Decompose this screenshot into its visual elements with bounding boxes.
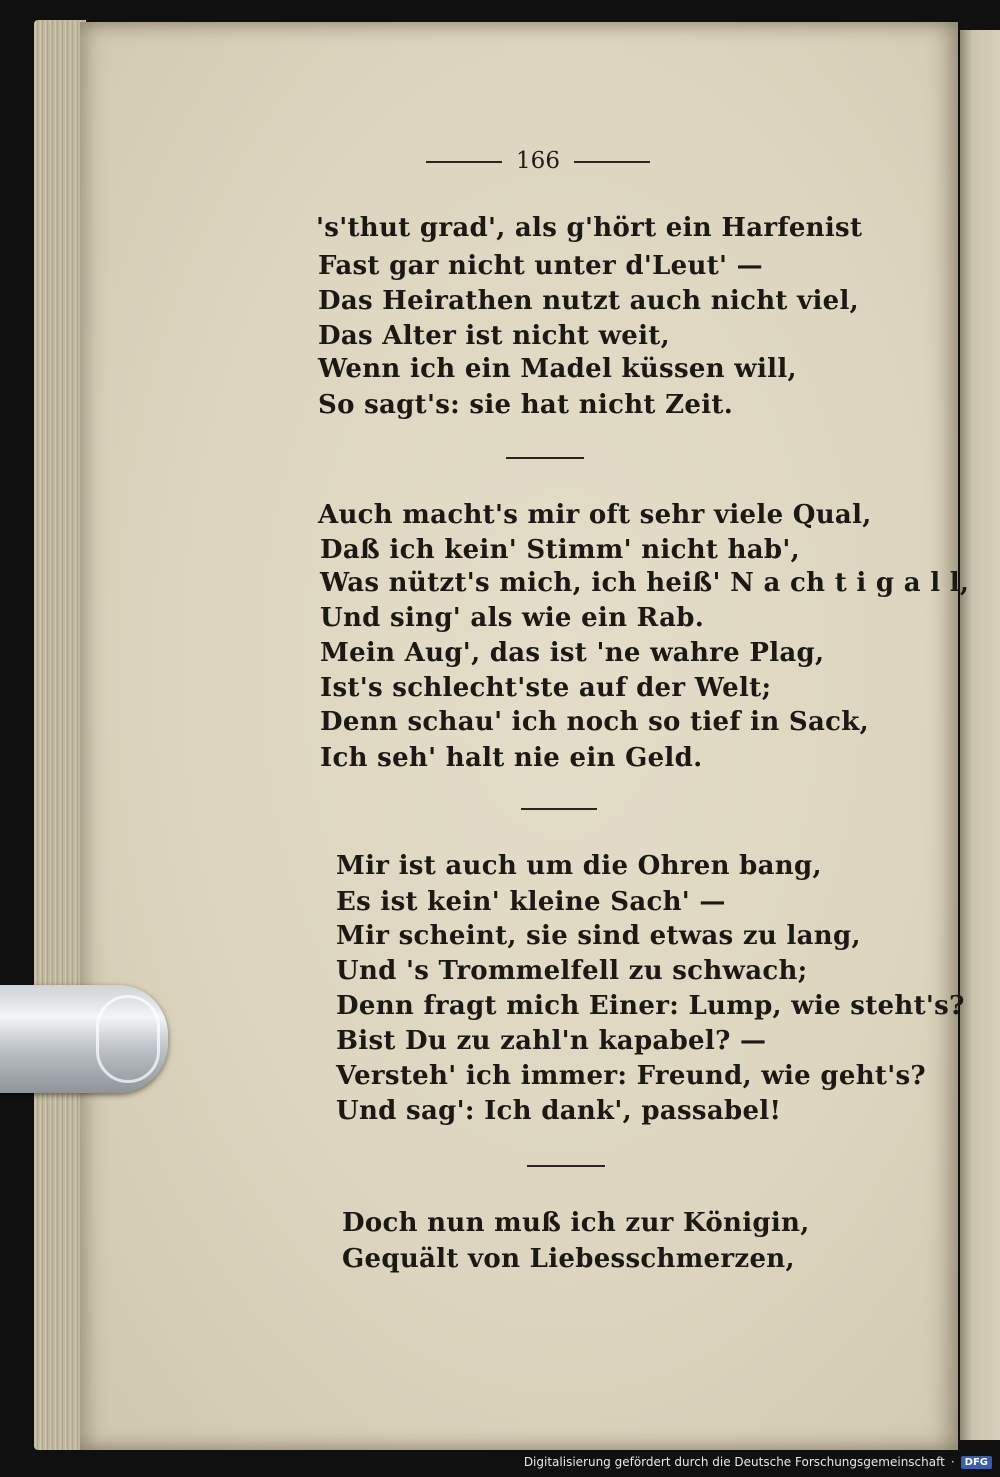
header-rule-right [574,161,650,163]
poem-line: Versteh' ich immer: Freund, wie geht's? [336,1061,926,1091]
page-header [0,146,1000,176]
page-holder-clip [0,985,168,1093]
poem-line: Mir scheint, sie sind etwas zu lang, [336,921,861,951]
poem-line: Es ist kein' kleine Sach' — [336,887,726,917]
poem-line: Ist's schlecht'ste auf der Welt; [320,673,772,703]
stanza-divider [521,808,597,810]
poem-line: Was nützt's mich, ich heiß' N a ch t i g a l l, [320,568,970,598]
clip-highlight [96,995,160,1083]
funding-credit: Digitalisierung gefördert durch die Deutsche Forschungsgemeinschaft [523,1455,945,1469]
poem-line: Ich seh' halt nie ein Geld. [320,743,703,773]
stanza-divider [527,1165,605,1167]
poem-line: 's'thut grad', als g'hört ein Harfenist [316,213,863,243]
poem-line: Wenn ich ein Madel küssen will, [318,354,797,384]
poem-line: Denn fragt mich Einer: Lump, wie steht's? [336,991,965,1021]
facing-page-edge [960,30,1000,1440]
credit-separator: · [950,1455,955,1469]
poem-line: Gequält von Liebesschmerzen, [342,1244,795,1274]
footer [524,1451,992,1473]
poem-line: Denn schau' ich noch so tief in Sack, [320,707,869,737]
poem-line: So sagt's: sie hat nicht Zeit. [318,390,734,420]
page-number: 166 [516,148,560,174]
poem-line: Das Heirathen nutzt auch nicht viel, [318,286,860,316]
poem-line: Doch nun muß ich zur Königin, [342,1208,810,1238]
poem-line: Daß ich kein' Stimm' nicht hab', [320,535,801,565]
dfg-logo-icon: DFG [961,1456,992,1469]
poem-line: Mein Aug', das ist 'ne wahre Plag, [320,638,825,668]
poem-line: Und sag': Ich dank', passabel! [336,1096,782,1126]
header-rule-left [426,161,502,163]
poem-line: Und sing' als wie ein Rab. [320,603,705,633]
poem-line: Auch macht's mir oft sehr viele Qual, [318,500,872,530]
stanza-divider [506,457,584,459]
poem-line: Mir ist auch um die Ohren bang, [336,851,822,881]
poem-line: Fast gar nicht unter d'Leut' — [318,251,763,281]
book-page-edges [34,20,86,1450]
poem-line: Bist Du zu zahl'n kapabel? — [336,1026,767,1056]
poem-line: Und 's Trommelfell zu schwach; [336,956,808,986]
poem-line: Das Alter ist nicht weit, [318,321,670,351]
